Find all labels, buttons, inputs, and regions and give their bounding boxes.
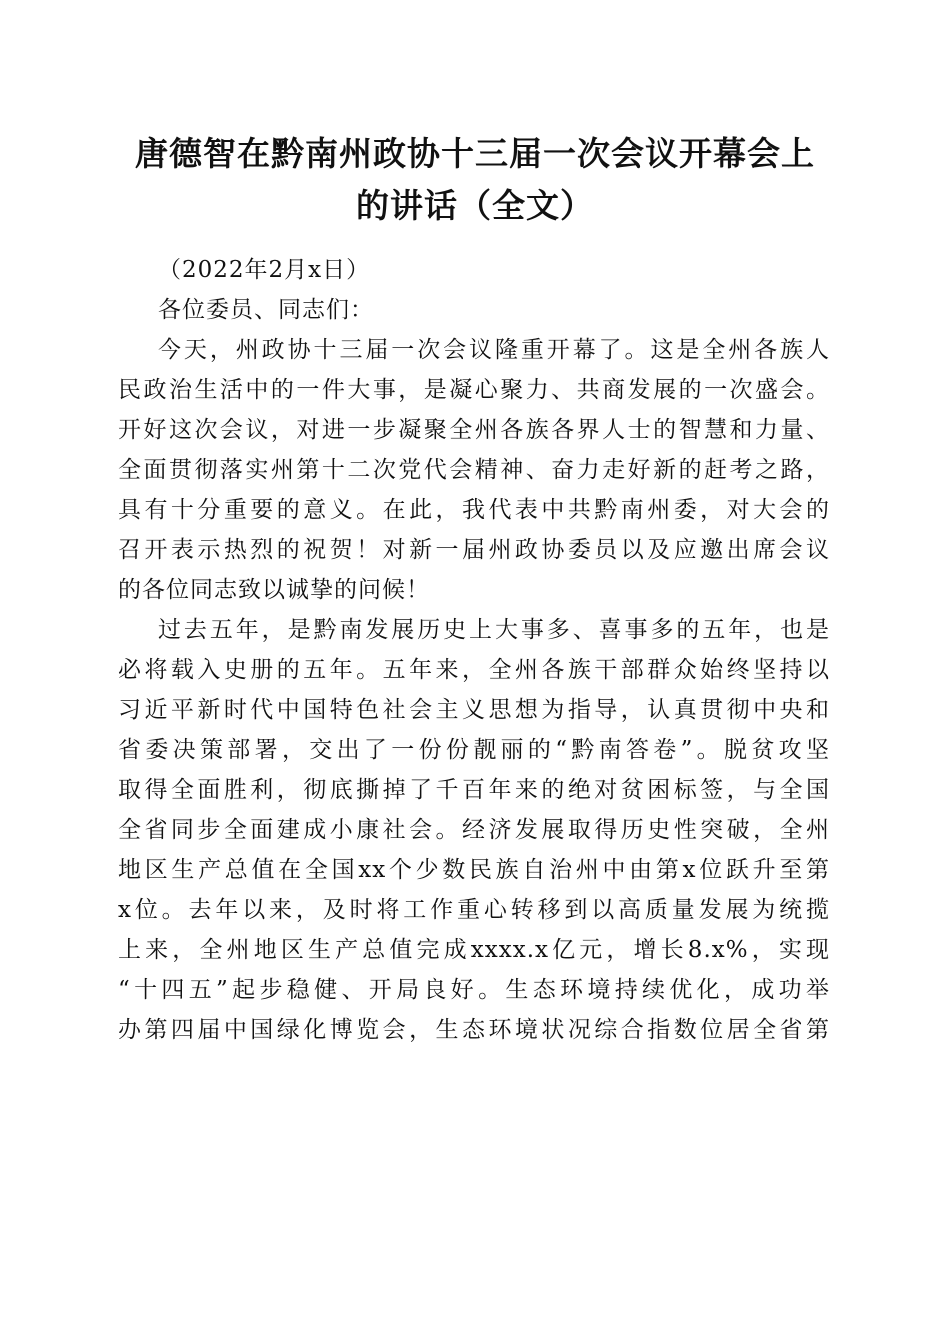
paragraph-line: 取得全面胜利，彻底撕掉了千百年来的绝对贫困标签，与全国 [118, 777, 830, 803]
document-body [118, 250, 830, 1050]
paragraph-line: 省委决策部署，交出了一份份靓丽的“黔南答卷”。脱贫攻坚 [118, 737, 830, 763]
paragraph-line: 全省同步全面建成小康社会。经济发展取得历史性突破，全州 [118, 817, 830, 843]
paragraph-line: 办第四届中国绿化博览会，生态环境状况综合指数位居全省第 [118, 1017, 830, 1043]
document-title [110, 128, 840, 232]
paragraph-line: 习近平新时代中国特色社会主义思想为指导，认真贯彻中央和 [118, 697, 830, 723]
paragraph-line: 民政治生活中的一件大事，是凝心聚力、共商发展的一次盛会。 [118, 377, 830, 403]
salutation: 各位委员、同志们： [158, 297, 374, 323]
title-line-2: 的讲话（全文） [356, 186, 594, 225]
paragraph-line: 今天，州政协十三届一次会议隆重开幕了。这是全州各族人 [158, 337, 830, 363]
paragraph-line: 必将载入史册的五年。五年来，全州各族干部群众始终坚持以 [118, 657, 830, 683]
paragraph-2 [118, 610, 830, 1050]
paragraph-line: 全面贯彻落实州第十二次党代会精神、奋力走好新的赶考之路， [118, 457, 830, 483]
paragraph-line: “十四五”起步稳健、开局良好。生态环境持续优化，成功举 [118, 977, 830, 1003]
title-line-1: 唐德智在黔南州政协十三届一次会议开幕会上 [135, 134, 815, 173]
paragraph-line: 开好这次会议，对进一步凝聚全州各族各界人士的智慧和力量、 [118, 417, 830, 443]
paragraph-line: 地区生产总值在全国xx个少数民族自治州中由第x位跃升至第 [118, 857, 830, 883]
paragraph-1 [118, 330, 830, 610]
paragraph-line: x位。去年以来，及时将工作重心转移到以高质量发展为统揽 [118, 897, 830, 923]
paragraph-line: 具有十分重要的意义。在此，我代表中共黔南州委，对大会的 [118, 497, 830, 523]
paragraph-line: 的各位同志致以诚挚的问候！ [118, 577, 430, 603]
speech-date: （2022年2月x日） [158, 257, 371, 283]
paragraph-line: 过去五年，是黔南发展历史上大事多、喜事多的五年，也是 [158, 617, 830, 643]
paragraph-line: 上来，全州地区生产总值完成xxxx.x亿元，增长8.x%，实现 [118, 937, 830, 963]
paragraph-line: 召开表示热烈的祝贺！对新一届州政协委员以及应邀出席会议 [118, 537, 830, 563]
